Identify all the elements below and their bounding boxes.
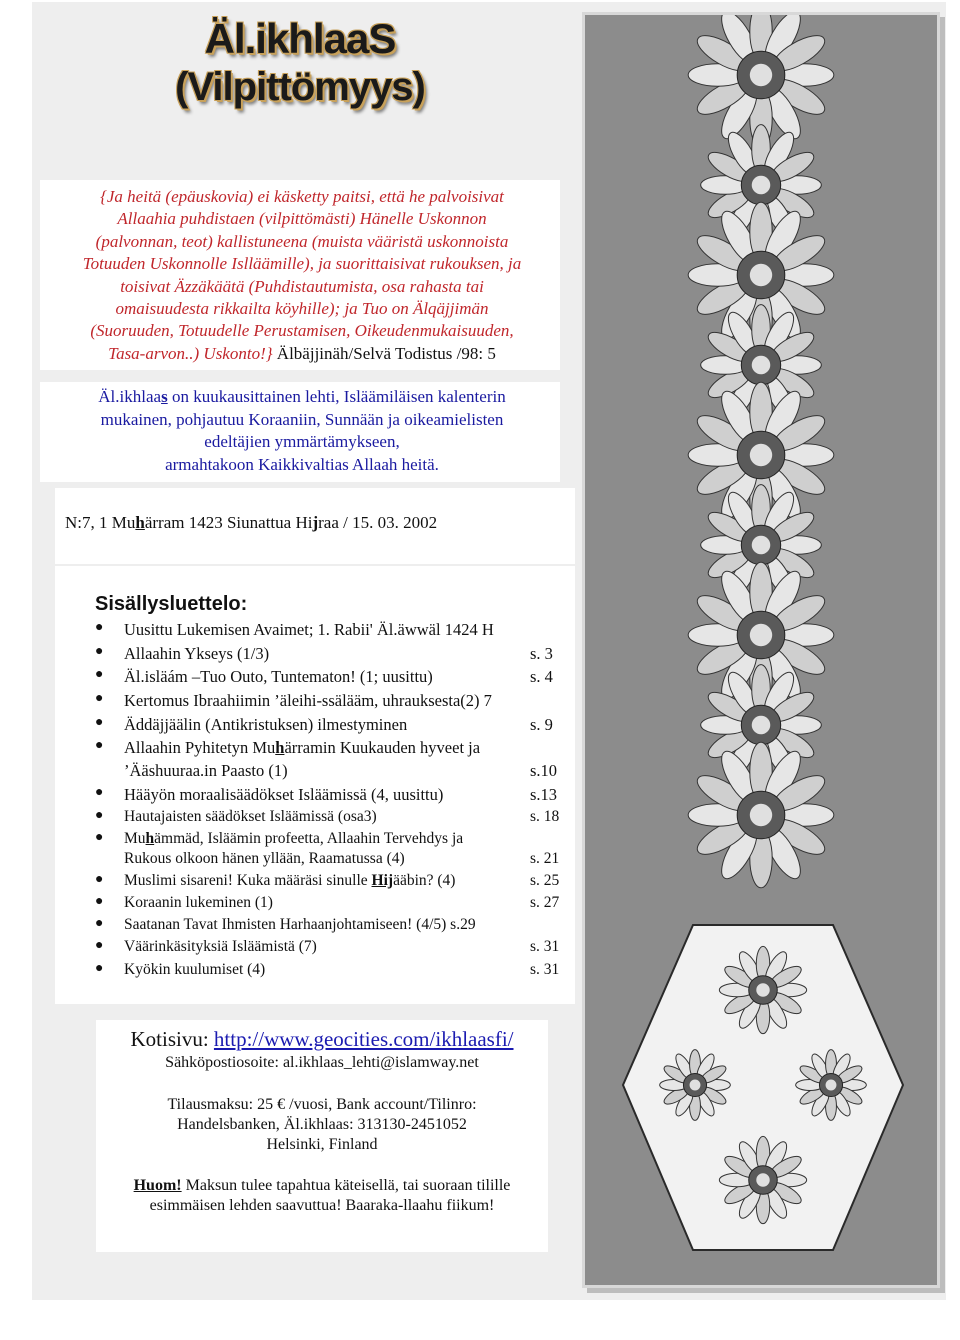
masthead-title: Äl.ikhlaaS (204, 15, 396, 62)
toc-title: Hautajaisten säädökset Isläämissä (osa3) (124, 808, 377, 825)
homepage-label: Kotisivu: (130, 1027, 214, 1051)
quote-line-last (48, 343, 556, 365)
toc-title: Allaahin Ykseys (1/3) (124, 644, 270, 663)
contents-heading: Sisällysluettelo: (95, 593, 248, 615)
quote-line: Allaahia puhdistaen (vilpittömästi) Hänelle Uskonnon (117, 209, 487, 229)
homepage-link[interactable]: http://www.geocities.com/ikhlaasfi/ (213, 1027, 514, 1051)
toc-title: Uusittu Lukemisen Avaimet; 1. Rabii' Äl.äwwäl 1424 H (124, 620, 494, 639)
bullet-icon: ● (95, 620, 104, 635)
toc-page: s. 18 (530, 808, 560, 825)
payment-note: esimmäisen lehden saavuttua! Baaraka-llaahu fiikum! (149, 1197, 495, 1214)
bullet-icon: ● (95, 667, 104, 682)
toc-title: Kyökin kuulumiset (4) (124, 961, 266, 978)
issue-fragment: raa / 15. 03. 2002 (318, 513, 438, 532)
toc-title: Äl.isläám –Tuo Outo, Tuntematon! (1; uusittu) (124, 667, 433, 686)
issue-fragment: ärram 1423 Siunattua Hi (144, 513, 313, 532)
toc-fragment: Muslimi sisareni! Kuka määräsi sinulle (124, 872, 372, 889)
bullet-icon: ● (95, 715, 104, 730)
toc-page: s. 31 (530, 961, 560, 978)
toc-title (124, 738, 480, 758)
toc-fragment: Mu (124, 830, 146, 847)
subscription-line: Helsinki, Finland (266, 1136, 378, 1153)
toc-title: Väärinkäsityksiä Isläämistä (7) (124, 938, 317, 955)
toc-page: s. 9 (530, 715, 553, 734)
quote-text (48, 186, 556, 365)
issue-fragment: N:7, 1 Mu (65, 513, 136, 532)
note-label: Huom! (133, 1177, 182, 1194)
toc-title: Kertomus Ibraahiimin ’äleihi-ssälääm, uhrauksesta(2) 7 (124, 691, 492, 710)
bullet-icon: ● (95, 916, 104, 931)
toc-fragment-underlined: h (145, 830, 155, 847)
bullet-icon: ● (95, 872, 104, 887)
toc-fragment-underlined: h (275, 738, 285, 757)
decorative-panel (582, 12, 940, 1288)
homepage-line (96, 1027, 548, 1052)
quote-reference: Älbäjjinäh/Selvä Todistus /98: 5 (272, 343, 496, 363)
toc-fragment: Allaahin Pyhitetyn Mu (124, 738, 276, 757)
bullet-icon: ● (95, 894, 104, 909)
toc-title (124, 830, 463, 848)
email-line: Sähköpostiosoite: al.ikhlaas_lehti@islamway.net (165, 1054, 479, 1071)
subscription-line: Handelsbanken, Äl.ikhlaas: 313130-2451052 (177, 1116, 467, 1133)
toc-page: s. 27 (530, 894, 560, 911)
payment-note (96, 1177, 548, 1195)
quote-line: (Suoruuden, Totuudelle Perustamisen, Oikeudenmukaisuuden, (90, 321, 514, 341)
toc-title (124, 872, 455, 890)
bullet-icon: ● (95, 808, 104, 823)
issue-info (65, 513, 437, 533)
bullet-icon: ● (95, 961, 104, 976)
quote-line: toisivat Äzzäkäätä (Puhdistautumista, osa rahasta tai (120, 276, 484, 296)
toc-title: Rukous olkoon hänen yllään, Raamatussa (4) (124, 850, 405, 867)
intro-text (52, 386, 552, 476)
bullet-icon: ● (95, 738, 104, 753)
toc-title: Hääyön moraalisäädökset Isläämissä (4, uusittu) (124, 785, 444, 804)
quote-line: Tasa-arvon..) Uskonto!} (108, 343, 273, 363)
masthead (120, 14, 480, 110)
toc-page: s. 3 (530, 644, 553, 663)
toc-title: ’Ääshuuraa.in Paasto (1) (124, 761, 288, 780)
bullet-icon: ● (95, 785, 104, 800)
flower-ornament-icon (688, 742, 834, 888)
issue-fragment-underlined: j (312, 513, 319, 532)
bullet-icon: ● (95, 938, 104, 953)
toc-fragment-underlined: Hij (371, 872, 394, 889)
quote-line: {Ja heitä (epäuskovia) ei käsketty paitsi, että he palvoisivat (100, 187, 504, 206)
toc-page: s.13 (530, 785, 558, 804)
toc-page: s.10 (530, 761, 558, 780)
intro-fragment: on kuukausittainen lehti, Isläämiläisen kalenterin (167, 387, 506, 406)
toc-fragment: ämmäd, Isläämin profeetta, Allaahin Tervehdys ja (154, 830, 464, 847)
intro-line: armahtakoon Kaikkivaltias Allaah heitä. (165, 454, 439, 474)
intro-line: edeltäjien ymmärtämykseen, (204, 432, 400, 451)
toc-page: s. 4 (530, 667, 553, 686)
note-text: Maksun tulee tapahtua käteisellä, tai suoraan tilille (181, 1177, 511, 1194)
quote-line: omaisuudesta rikkailta köyhille); ja Tuo on Älqäjjimän (115, 299, 489, 319)
bullet-icon: ● (95, 691, 104, 706)
toc-page: s. 31 (530, 938, 560, 955)
arabesque-pattern (585, 15, 937, 1285)
toc-page: s. 25 (530, 872, 560, 889)
toc-fragment: ääbin? (4) (393, 872, 456, 889)
toc-page: s. 21 (530, 850, 560, 867)
intro-fragment: Äl.ikhlaa (98, 387, 162, 406)
toc-title: Saatanan Tavat Ihmisten Harhaanjohtamiseen! (4/5) s.29 (124, 916, 476, 933)
quote-line: (palvonnan, teot) kallistuneena (muista vääristä uskonnoista (95, 231, 509, 251)
intro-line: mukainen, pohjautuu Koraaniin, Sunnään ja oikeamielisten (100, 409, 504, 429)
bullet-icon: ● (95, 644, 104, 659)
intro-line (52, 386, 552, 409)
subscription-line: Tilausmaksu: 25 € /vuosi, Bank account/Tilinro: (167, 1096, 477, 1113)
issue-fragment-underlined: h (135, 513, 145, 532)
intro-fragment-underlined: s (161, 387, 168, 406)
toc-title: Äddäjjäälin (Antikristuksen) ilmestyminen (124, 715, 408, 734)
toc-title: Koraanin lukeminen (1) (124, 894, 273, 911)
quote-line: Totuuden Uskonnolle Islläämille), ja suorittaisivat rukouksen, ja (82, 254, 522, 274)
masthead-subtitle: (Vilpittömyys) (175, 65, 425, 109)
toc-fragment: ärramin Kuukauden hyveet ja (284, 738, 481, 757)
bullet-icon: ● (95, 830, 104, 845)
